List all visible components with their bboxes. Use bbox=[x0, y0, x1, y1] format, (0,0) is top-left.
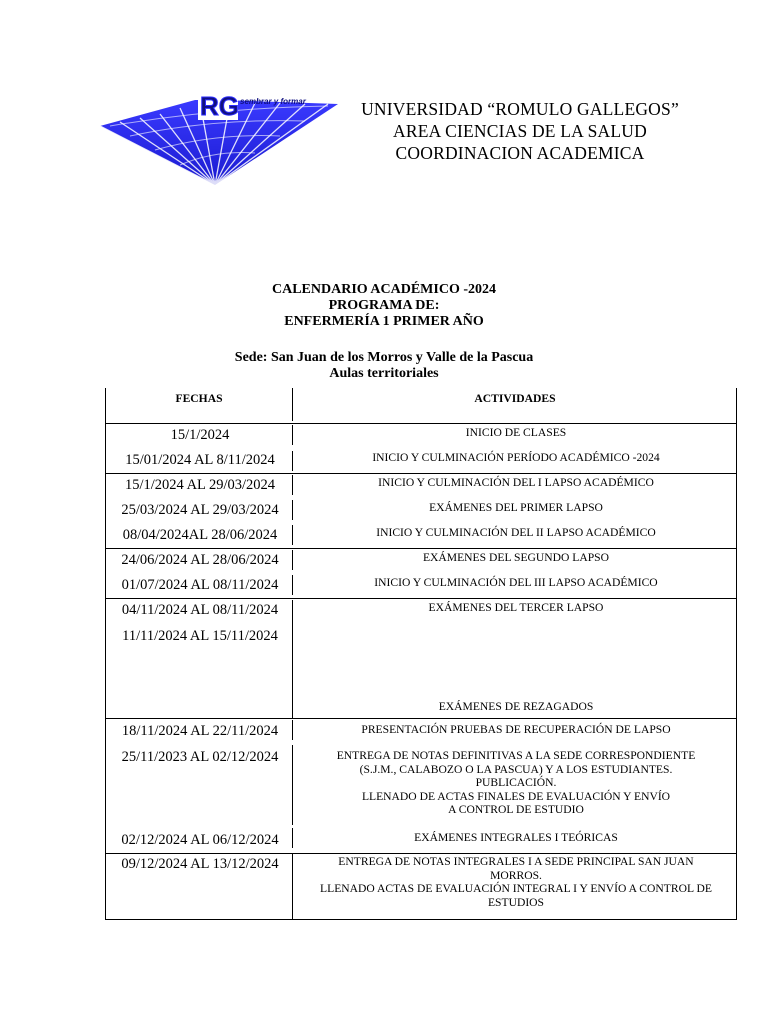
row-activity: EXÁMENES DE REZAGADOS bbox=[438, 700, 594, 713]
column-header-activities: ACTIVIDADES bbox=[474, 392, 556, 405]
row-date: 18/11/2024 AL 22/11/2024 bbox=[121, 723, 279, 739]
row-date: 04/11/2024 AL 08/11/2024 bbox=[121, 602, 279, 618]
sede-label: Sede: San Juan de los Morros y Valle de la Pascua bbox=[234, 350, 534, 365]
row-date: 15/1/2024 bbox=[170, 427, 230, 443]
row-date: 15/01/2024 AL 8/11/2024 bbox=[125, 452, 275, 468]
row-activity: EXÁMENES INTEGRALES I TEÓRICAS bbox=[414, 831, 618, 844]
row-date: 25/03/2024 AL 29/03/2024 bbox=[121, 502, 279, 518]
row-date: 25/11/2023 AL 02/12/2024 bbox=[121, 749, 279, 765]
row-activity: EXÁMENES DEL PRIMER LAPSO bbox=[429, 501, 603, 514]
row-date: 02/12/2024 AL 06/12/2024 bbox=[121, 832, 279, 848]
program-name: ENFERMERÍA 1 PRIMER AÑO bbox=[284, 314, 484, 329]
column-header-dates: FECHAS bbox=[175, 392, 223, 405]
row-date: 08/04/2024AL 28/06/2024 bbox=[122, 527, 278, 543]
row-date: 01/07/2024 AL 08/11/2024 bbox=[121, 577, 279, 593]
svg-text:RG: RG bbox=[200, 91, 239, 121]
row-date: 09/12/2024 AL 13/12/2024 bbox=[121, 856, 279, 872]
row-activity: EXÁMENES DEL SEGUNDO LAPSO bbox=[422, 551, 610, 564]
coordination-name: COORDINACION ACADEMICA bbox=[395, 143, 645, 163]
calendar-table bbox=[105, 388, 737, 920]
row-date: 15/1/2024 AL 29/03/2024 bbox=[124, 477, 276, 493]
row-date: 11/11/2024 AL 15/11/2024 bbox=[122, 628, 278, 644]
row-activity: EXÁMENES DEL TERCER LAPSO bbox=[428, 601, 604, 614]
row-activity-multiline: ENTREGA DE NOTAS INTEGRALES I A SEDE PRINCIPAL SAN JUAN MORROS. LLENADO ACTAS DE EVALUACIÓN INTEGRAL I Y ENVÍO A CONTROL DE ESTUDIOS bbox=[320, 855, 712, 909]
row-date: 24/06/2024 AL 28/06/2024 bbox=[121, 552, 279, 568]
area-name: AREA CIENCIAS DE LA SALUD bbox=[393, 121, 647, 141]
sede-block bbox=[0, 350, 768, 382]
row-activity: INICIO Y CULMINACIÓN PERÍODO ACADÉMICO -2024 bbox=[372, 451, 660, 464]
university-header bbox=[340, 98, 700, 164]
calendar-title: CALENDARIO ACADÉMICO -2024 bbox=[271, 282, 496, 297]
calendar-title-block bbox=[0, 282, 768, 330]
logo-emblem-icon bbox=[100, 88, 340, 188]
row-activity: INICIO Y CULMINACIÓN DEL II LAPSO ACADÉMICO bbox=[376, 526, 656, 539]
program-label: PROGRAMA DE: bbox=[328, 298, 440, 313]
row-activity: PRESENTACIÓN PRUEBAS DE RECUPERACIÓN DE LAPSO bbox=[361, 723, 671, 736]
row-activity: INICIO Y CULMINACIÓN DEL III LAPSO ACADÉMICO bbox=[374, 576, 658, 589]
university-name: UNIVERSIDAD “ROMULO GALLEGOS” bbox=[361, 99, 679, 119]
row-activity-multiline: ENTREGA DE NOTAS DEFINITIVAS A LA SEDE CORRESPONDIENTE (S.J.M., CALABOZO O LA PASCUA) Y A LOS ESTUDIANTES. PUBLICACIÓN. LLENADO DE ACTAS FINALES DE EVALUACIÓN Y ENVÍO A CONTROL DE ESTUDIO bbox=[336, 749, 696, 816]
university-logo bbox=[100, 88, 340, 188]
svg-text:sembrar y formar: sembrar y formar bbox=[240, 97, 306, 106]
row-activity: INICIO DE CLASES bbox=[465, 426, 567, 439]
row-activity: INICIO Y CULMINACIÓN DEL I LAPSO ACADÉMICO bbox=[378, 476, 654, 489]
aulas-label: Aulas territoriales bbox=[329, 366, 439, 381]
